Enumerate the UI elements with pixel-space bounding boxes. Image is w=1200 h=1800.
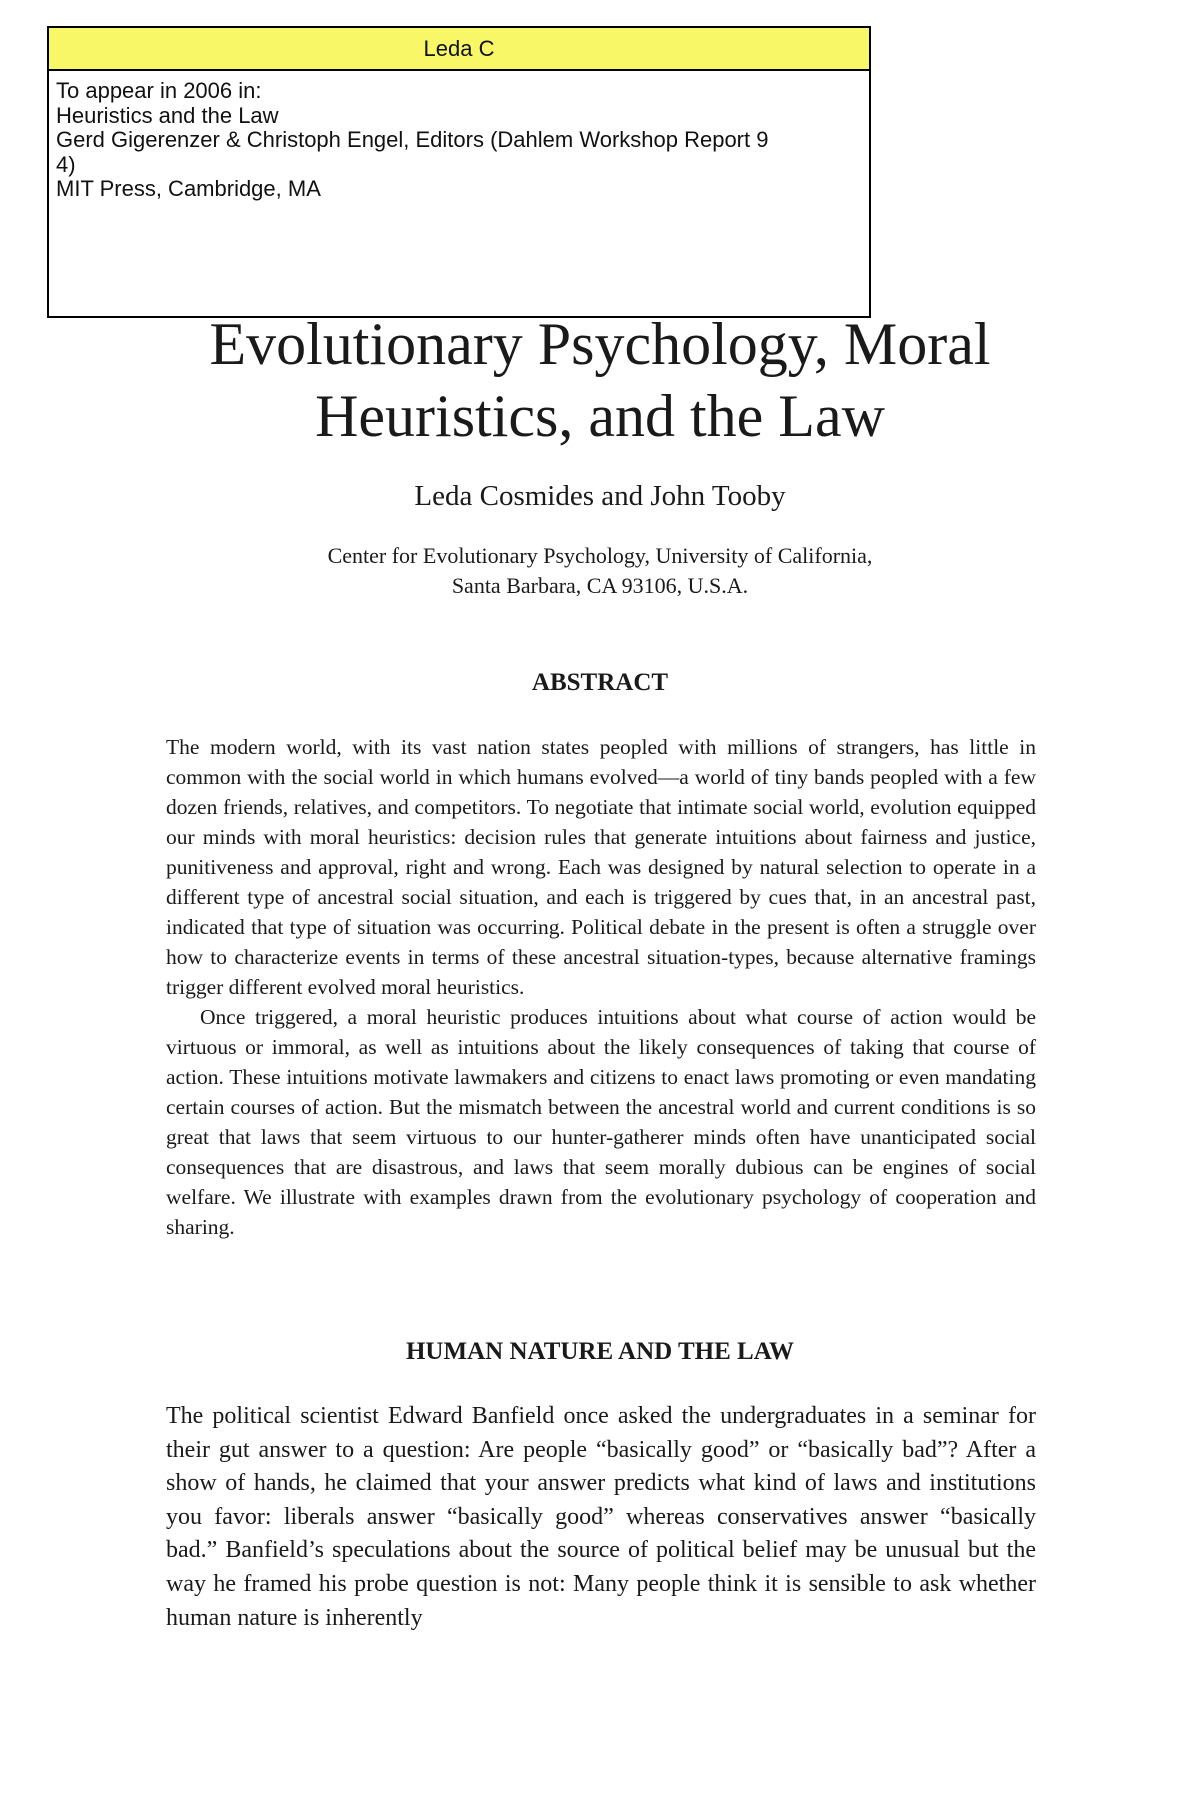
abstract-paragraph: The modern world, with its vast nation states peopled with millions of strangers, has little in common with the social world in which humans evolved—a world of tiny bands peopled with a few dozen friends, relatives, and competitors. To negotiate that intimate social world, evolution equipped our minds with moral heuristics: decision rules that generate intuitions about fairness and justice, punitiveness and approval, right and wrong. Each was designed by natural selection to operate in a different type of ancestral social situation, and each is triggered by cues that, in an ancestral past, indicated that type of situation was occurring. Political debate in the present is often a struggle over how to characterize events in terms of these ancestral situation-types, because alternative framings trigger different evolved moral heuristics.	[166, 735, 1036, 999]
abstract-paragraph: Once triggered, a moral heuristic produces intuitions about what course of action would be virtuous or immoral, as well as intuitions about the likely consequences of taking that course of action. These intuitions motivate lawmakers and citizens to enact laws promoting or even mandating certain courses of action. But the mismatch between the ancestral world and current conditions is so great that laws that seem virtuous to our hunter-gatherer minds often have unanticipated social consequences that are disastrous, and laws that seem morally dubious can be engines of social welfare. We illustrate with examples drawn from the evolutionary psychology of cooperation and sharing.	[166, 1005, 1036, 1239]
annotation-box[interactable]	[47, 26, 871, 318]
affiliation-line-1: Center for Evolutionary Psychology, University of California,	[327, 543, 873, 568]
paper-title-line-1: Evolutionary Psychology, Moral	[209, 311, 991, 377]
affiliation-line-2: Santa Barbara, CA 93106, U.S.A.	[451, 573, 749, 598]
paper-authors: Leda Cosmides and John Tooby	[414, 480, 786, 512]
section-body	[166, 1400, 1036, 1635]
paper-title-line-2: Heuristics, and the Law	[315, 383, 885, 449]
paper-title	[0, 308, 1200, 452]
annotation-line: MIT Press, Cambridge, MA	[56, 176, 321, 201]
abstract-body	[166, 732, 1036, 1242]
section-heading: HUMAN NATURE AND THE LAW	[405, 1338, 794, 1365]
author-affiliation	[0, 541, 1200, 601]
annotation-author-tag[interactable]: Leda C	[49, 28, 869, 71]
abstract-heading: ABSTRACT	[531, 669, 669, 696]
annotation-note-body	[49, 71, 869, 202]
body-paragraph: The political scientist Edward Banfield once asked the undergraduates in a seminar for their gut answer to a question: Are people “basically good” or “basically bad”? After a show of hands, he claimed that your answer predicts what kind of laws and institutions you favor: liberals answer “basically good” whereas conservatives answer “basically bad.” Banfield’s speculations about the source of political belief may be unusual but the way he framed his probe question is not: Many people think it is sensible to ask whether human nature is inherently	[166, 1403, 1036, 1631]
annotation-line: Gerd Gigerenzer & Christoph Engel, Editors (Dahlem Workshop Report 9 4)	[56, 127, 769, 177]
annotation-line: Heuristics and the Law	[56, 102, 279, 128]
annotation-line: To appear in 2006 in:	[56, 78, 262, 103]
